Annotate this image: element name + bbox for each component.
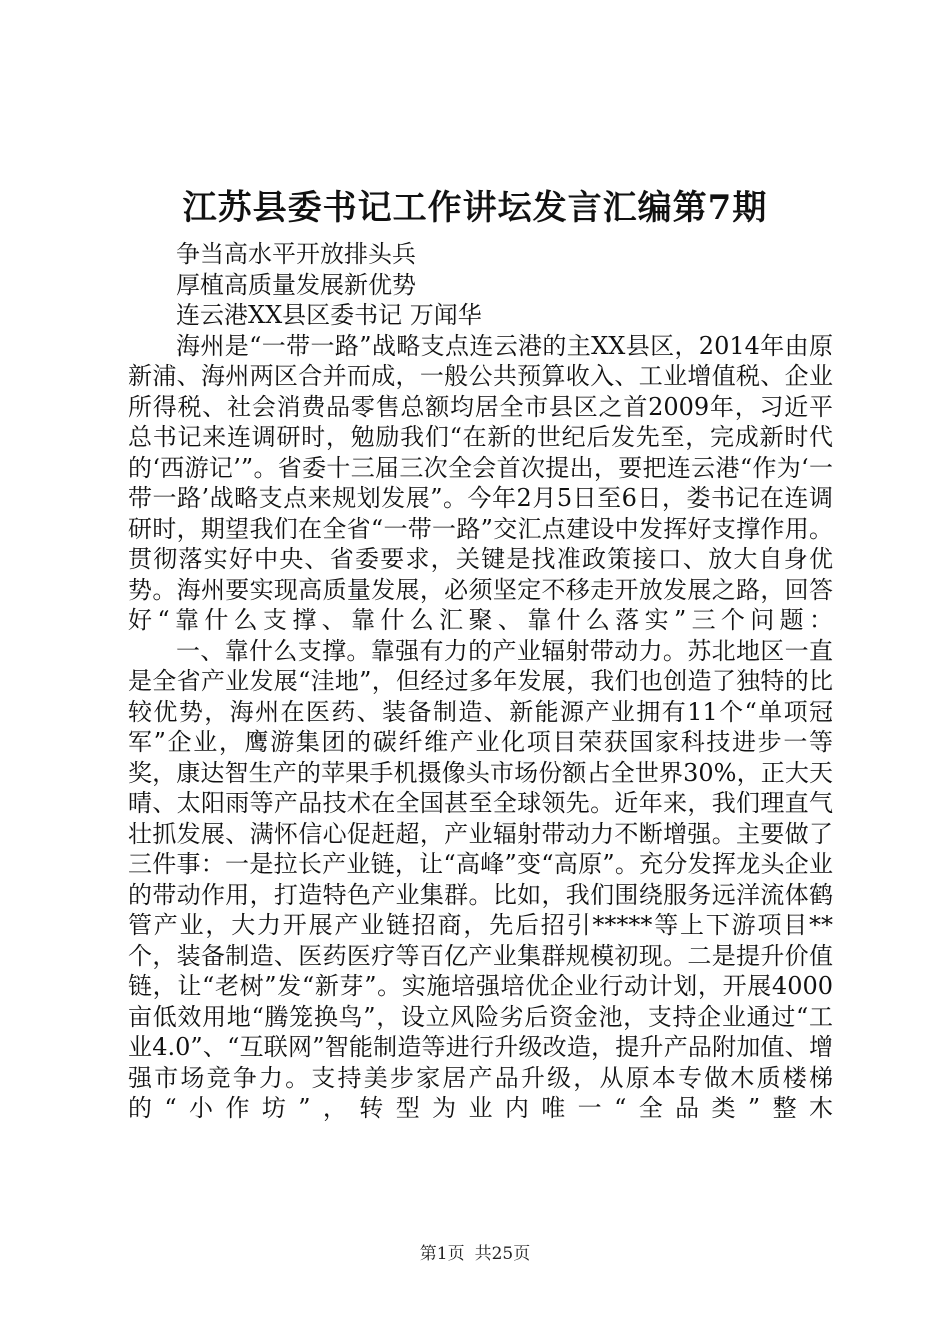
page-number: 第1页 [419, 1244, 465, 1264]
document-title: 江苏县委书记工作讲坛发言汇编第7期 [182, 188, 768, 228]
subtitle-line: 厚植高质量发展新优势 [176, 270, 416, 299]
document-body [128, 239, 833, 1124]
body-paragraph: 海州是“一带一路”战略支点连云港的主XX县区，2014年由原新浦、海州两区合并而成，一般公共预算收入、工业增值税、企业所得税、社会消费品零售总额均居全市县区之首2009年，习近平总书记来连调研时，勉励我们“在新的世纪后发先至，完成新时代的‘西游记’”。省委十三届三次全会首次提出，要把连云港“作为‘一带一路’战略支点来规划发展”。今年2月5日至6日，娄书记在连调研时，期望我们在全省“一带一路”交汇点建设中发挥好支撑作用。贯彻落实好中央、省委要求，关键是找准政策接口、放大自身优势。海州要实现高质量发展，必须坚定不移走开放发展之路，回答好“靠什么支撑、靠什么汇聚、靠什么落实”三个问题： [128, 331, 833, 634]
page-total: 共25页 [474, 1244, 531, 1264]
body-paragraph: 一、靠什么支撑。靠强有力的产业辐射带动力。苏北地区一直是全省产业发展“洼地”，但经过多年发展，我们也创造了独特的比较优势，海州在医药、装备制造、新能源产业拥有11个“单项冠军”企业，鹰游集团的碳纤维产业化项目荣获国家科技进步一等奖，康达智生产的苹果手机摄像头市场份额占全世界30%，正大天晴、太阳雨等产品技术在全国甚至全球领先。近年来，我们理直气壮抓发展、满怀信心促赶超，产业辐射带动力不断增强。主要做了三件事：一是拉长产业链，让“高峰”变“高原”。充分发挥龙头企业的带动作用，打造特色产业集群。比如，我们围绕服务远洋流体鹤管产业，大力开展产业链招商，先后招引*****等上下游项目**个，装备制造、医药医疗等百亿产业集群规模初现。二是提升价值链，让“老树”发“新芽”。实施培强培优企业行动计划，开展4000亩低效用地“腾笼换鸟”，设立风险劣后资金池，支持企业通过“工业4.0”、“互联网”智能制造等进行升级改造，提升产品附加值、增强市场竞争力。支持美步家居产品升级，从原本专做木质楼梯的“小作坊”，转型为业内唯一“全品类”整木 [128, 636, 833, 1122]
author-line: 连云港XX县区委书记 万闻华 [176, 301, 482, 329]
page-footer [0, 1242, 950, 1266]
subtitle-line: 争当高水平开放排头兵 [176, 240, 416, 268]
